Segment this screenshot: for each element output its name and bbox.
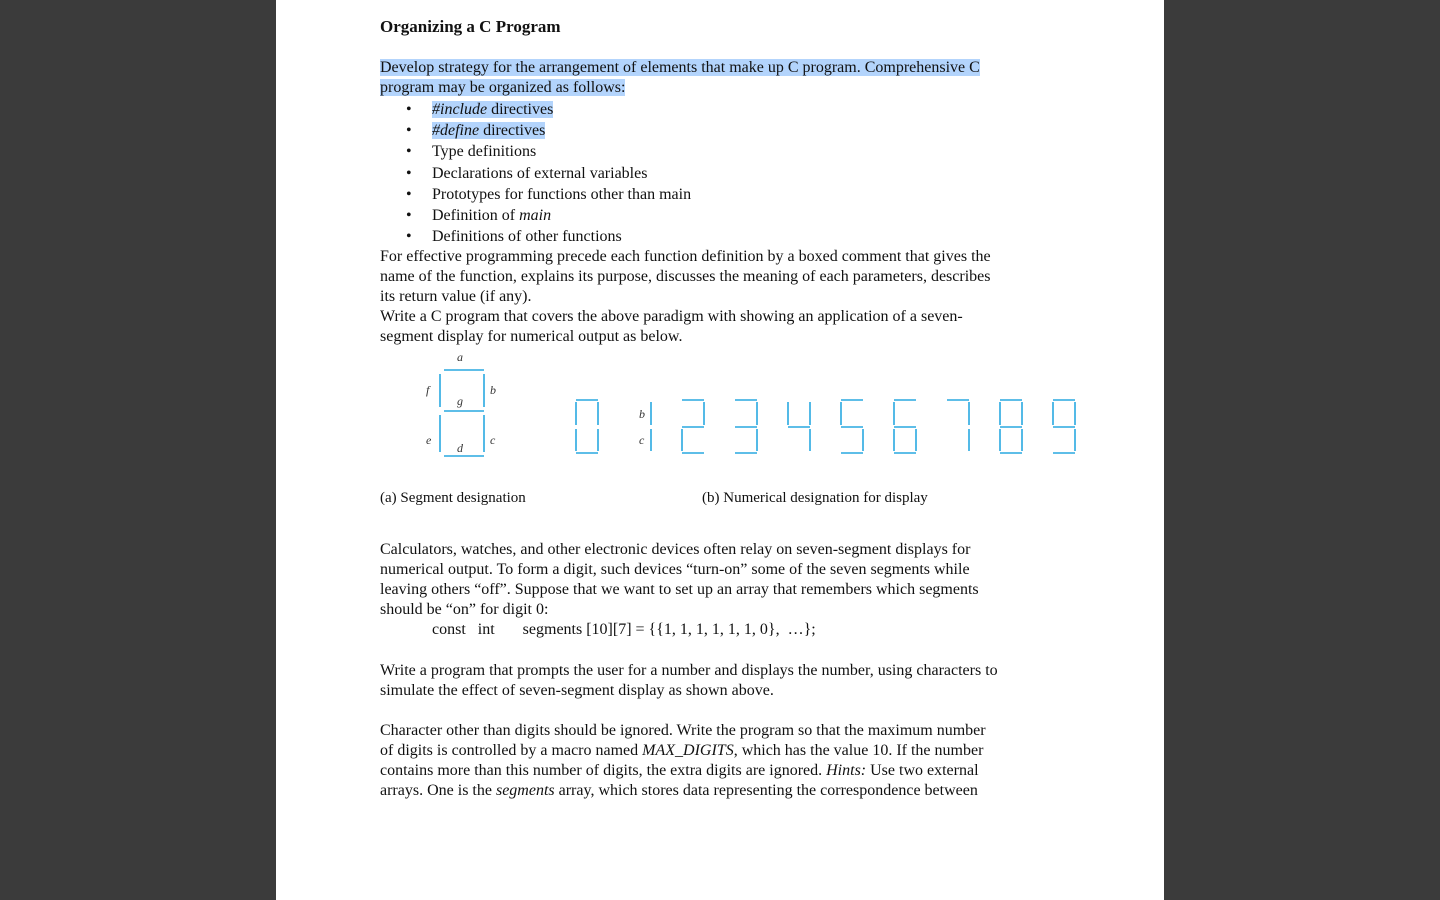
page-title: Organizing a C Program bbox=[380, 17, 561, 36]
list-item: • #include directives bbox=[406, 101, 554, 118]
list-item: • Declarations of external variables bbox=[406, 164, 648, 182]
segments-array-code: const int segments [10][7] = {{1, 1, 1, 1, 1, 1, 0}, …}; bbox=[432, 621, 816, 638]
list-item: • Type definitions bbox=[406, 143, 537, 161]
segment-label-a: a bbox=[457, 350, 463, 364]
digit-0 bbox=[576, 400, 598, 453]
document-page bbox=[276, 0, 1164, 900]
digit-2 bbox=[682, 400, 704, 453]
digit-display-row bbox=[576, 400, 1075, 453]
caption-numerical-designation: (b) Numerical designation for display bbox=[702, 490, 928, 506]
intro-line-1: Develop strategy for the arrangement of elements that make up C program. Comprehensive C bbox=[380, 59, 980, 76]
prompt-paragraph: Write a program that prompts the user for a number and displays the number, using characters to simulate the effect of seven-segment display as shown above. bbox=[380, 662, 998, 699]
digit-4 bbox=[788, 402, 810, 451]
digit-3 bbox=[735, 400, 757, 453]
seven-segment-figure bbox=[380, 0, 1080, 480]
max-digits-paragraph: Character other than digits should be ignored. Write the program so that the maximum number of digits is controlled by a macro named MAX_DIGITS, which has the value 10. If the number contains more than this number of digits, the extra digits are ignored. Hints: Use two external arrays. One is the segments array, which stores data representing the correspondence between bbox=[380, 722, 986, 799]
calculators-paragraph: Calculators, watches, and other electronic devices often relay on seven-segment displays for numerical output. To form a digit, such devices “turn-on” some of the seven segments while leaving others “off”. Suppose that we want to set up an array that remembers which segments should be “on” for digit 0: bbox=[380, 541, 979, 618]
paradigm-paragraph: For effective programming precede each function definition by a boxed comment that gives the name of the function, explains its purpose, discusses the meaning of each parameters, describes its return value (if any). Write a C program that covers the above paradigm with showing an application of a seven- segment display for numerical output as below. bbox=[380, 248, 991, 345]
digit-5 bbox=[841, 400, 863, 453]
intro-line-2: program may be organized as follows: bbox=[380, 79, 626, 96]
list-item: • Definition of main bbox=[406, 206, 552, 224]
caption-segment-designation: (a) Segment designation bbox=[380, 490, 526, 506]
segment-label-d: d bbox=[457, 441, 463, 455]
segment-label-e: e bbox=[426, 433, 432, 447]
segment-designation-diagram bbox=[426, 350, 496, 456]
digit-7 bbox=[947, 400, 969, 451]
digit-one-label-b: b bbox=[639, 407, 645, 421]
list-item: • Prototypes for functions other than main bbox=[406, 185, 692, 203]
digit-6 bbox=[894, 400, 916, 453]
digit-9 bbox=[1053, 400, 1075, 453]
segment-label-g: g bbox=[457, 394, 463, 408]
digit-one-label-c: c bbox=[639, 433, 645, 447]
digit-8 bbox=[1000, 400, 1022, 453]
list-item: • Definitions of other functions bbox=[406, 228, 622, 246]
list-item: • #define directives bbox=[406, 122, 546, 140]
segment-label-f: f bbox=[426, 383, 430, 397]
segment-label-c: c bbox=[490, 433, 496, 447]
segment-label-b: b bbox=[490, 383, 496, 397]
